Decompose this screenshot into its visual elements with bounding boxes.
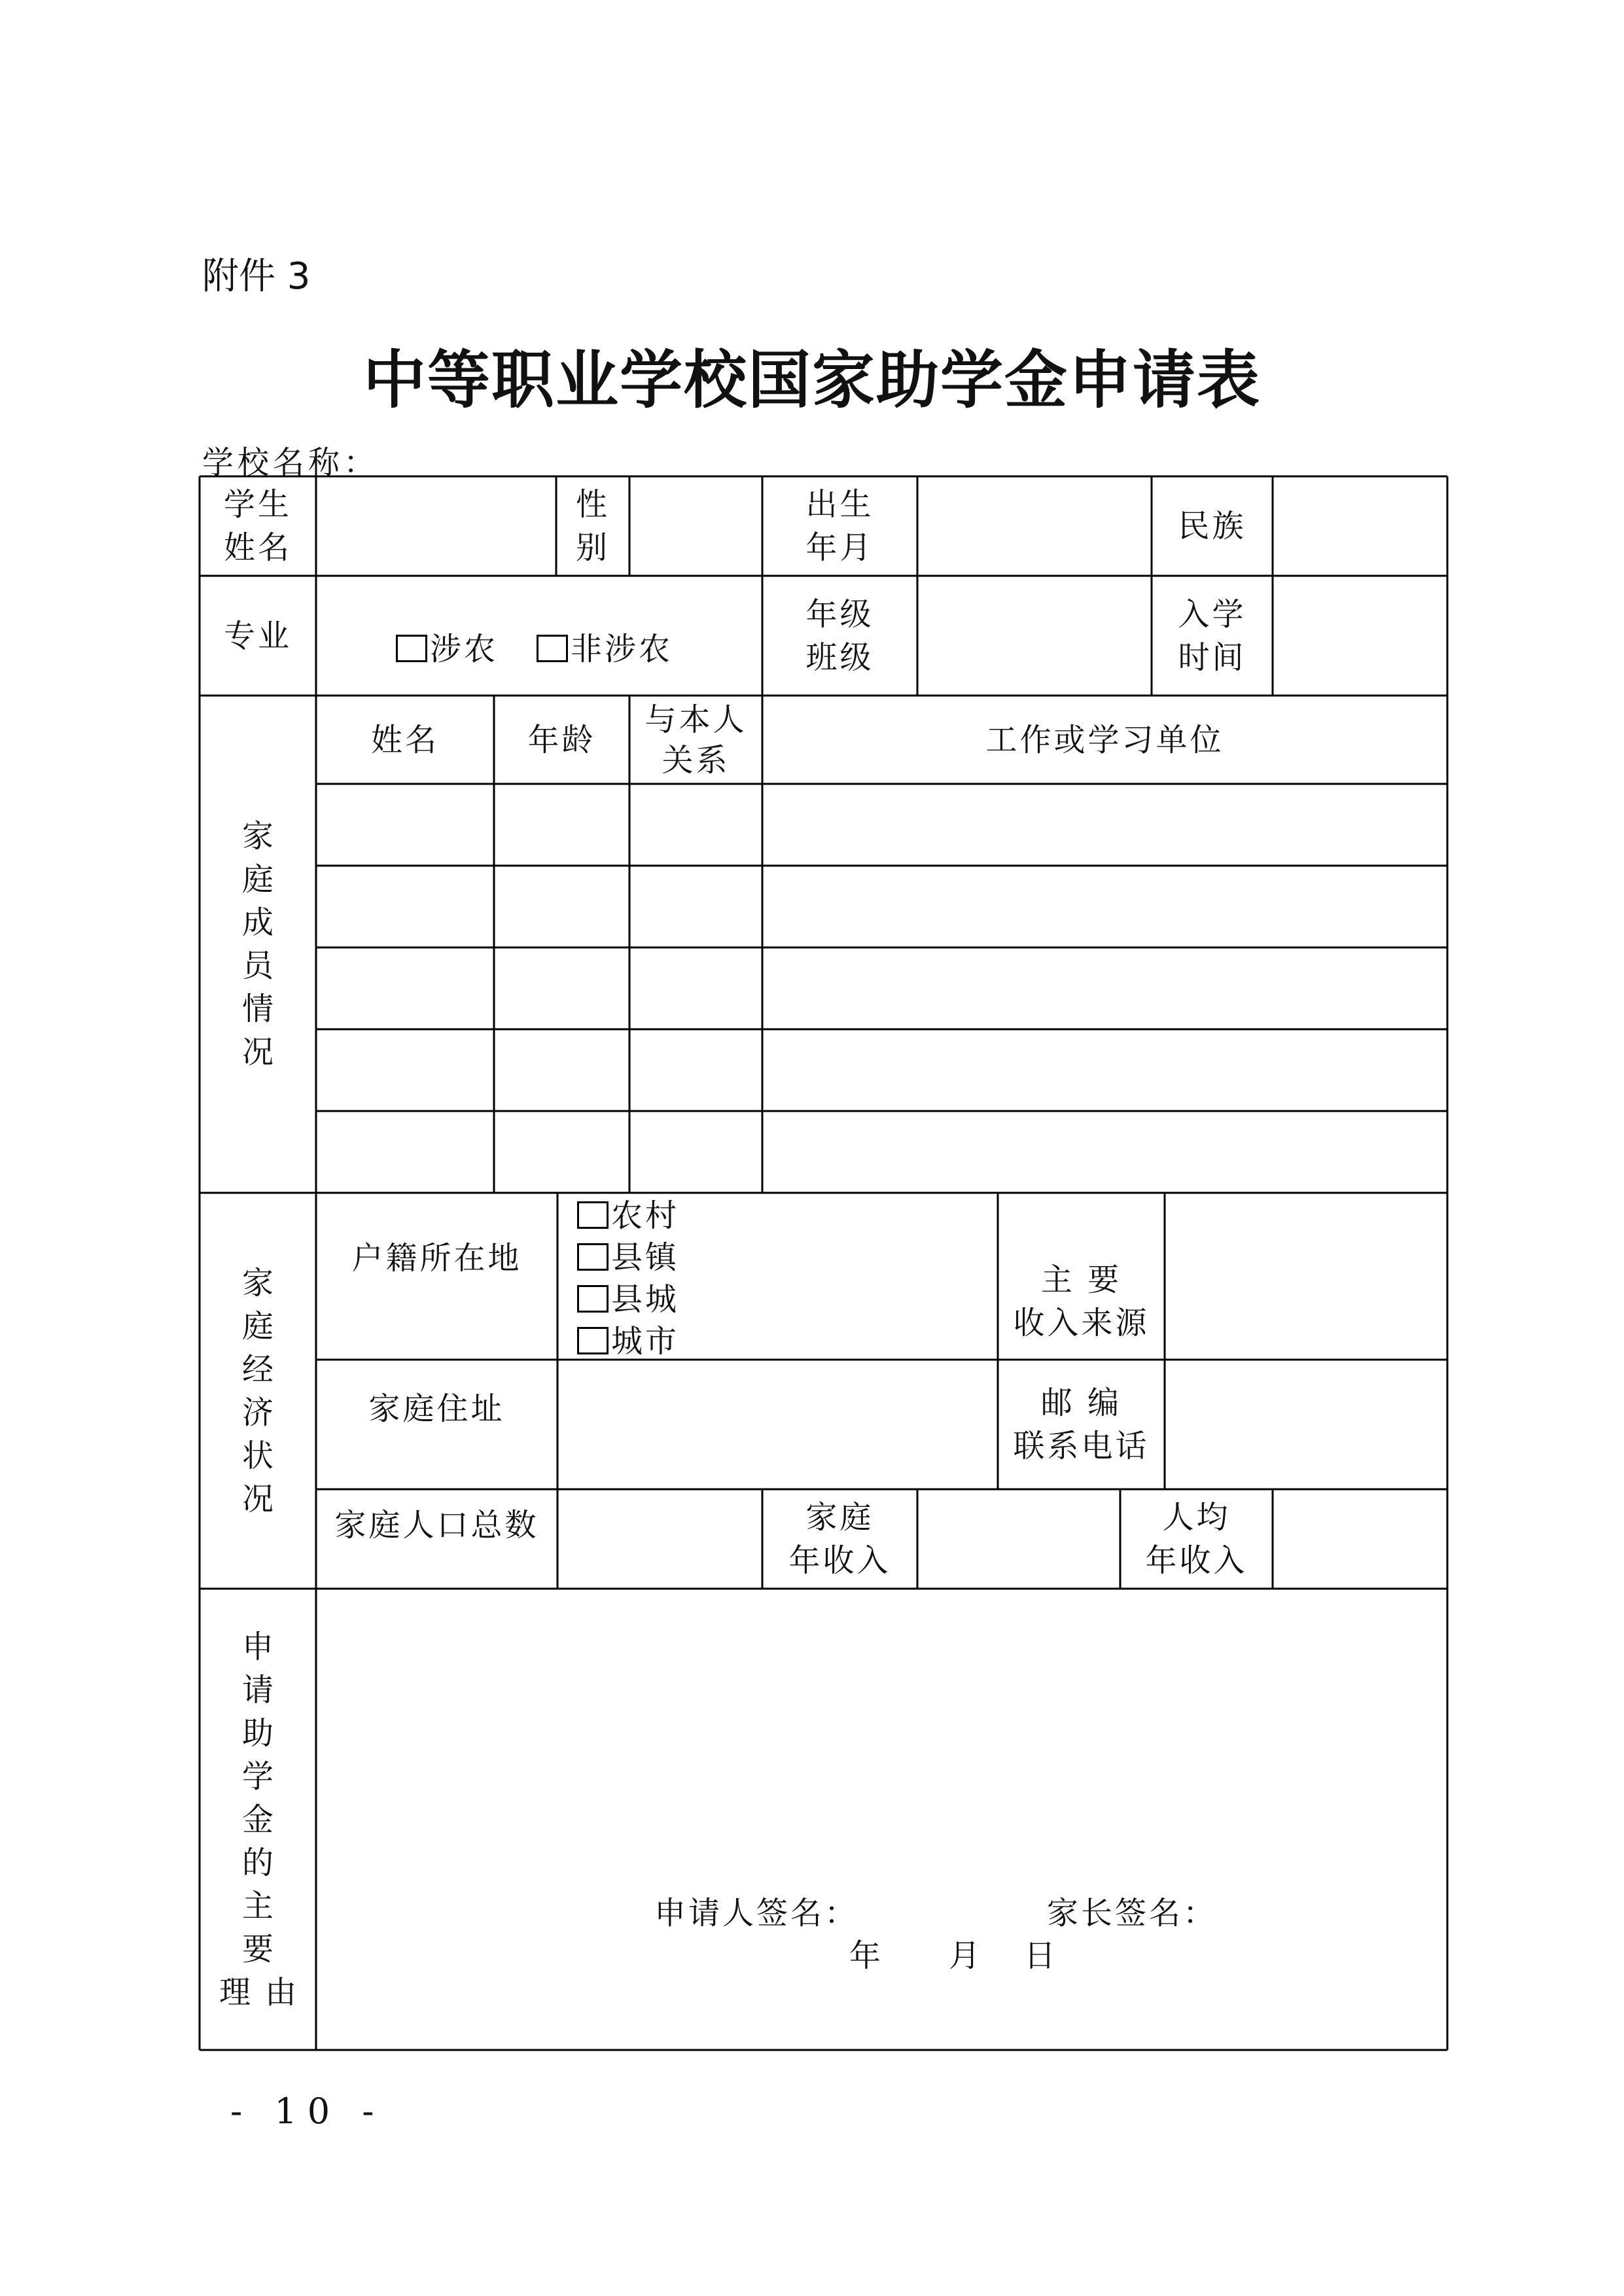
home-address-label: 家庭住址 [368,1390,505,1427]
date-month-label: 月 [949,1937,983,1974]
attachment-label: 附件 3 [202,255,311,298]
member-work-unit-header: 工作或学习单位 [985,721,1224,758]
hukou-options [577,1195,679,1362]
checkbox-icon[interactable] [577,1327,609,1354]
student-name-field[interactable] [316,476,556,576]
household-size-label: 家庭人口总数 [334,1507,539,1544]
income-source-field[interactable] [1165,1193,1447,1360]
gender-field[interactable] [629,476,762,576]
major-label: 专业 [223,617,292,654]
parent-signature-label: 家长签名： [1047,1895,1218,1932]
application-reason-field[interactable] [316,1589,1447,1877]
gender-label: 性 别 [575,486,610,566]
postal-phone-label: 邮 编 联系电话 [1013,1385,1150,1464]
enroll-date-label: 入学 时间 [1178,595,1246,676]
home-address-field[interactable] [557,1360,998,1489]
member-age-header: 年龄 [527,721,596,758]
annual-income-field[interactable] [917,1489,1120,1589]
income-source-label: 主 要 收入来源 [1013,1262,1150,1341]
checkbox-icon[interactable] [577,1243,609,1271]
grade-class-label: 年级 班级 [805,595,874,676]
per-capita-income-label: 人均 年收入 [1145,1499,1248,1579]
checkbox-icon[interactable] [577,1201,609,1229]
school-name-label: 学校名称： [202,444,380,481]
student-name-label: 学生 姓名 [223,486,292,566]
annual-income-label: 家庭 年收入 [788,1499,891,1579]
enroll-date-field[interactable] [1273,576,1447,696]
checkbox-icon[interactable] [577,1285,609,1313]
page-number: - 10 - [230,2091,385,2132]
date-year-label: 年 [849,1937,884,1974]
family-economy-section-label: 家 庭 经 济 状 况 [241,1264,288,1517]
checkbox-icon[interactable] [396,635,427,662]
application-reason-label: 申 请 助 学 金 的 主 要 理由 [219,1628,311,2011]
member-name-header: 姓名 [370,721,439,758]
applicant-signature-label: 申请人签名： [654,1895,859,1932]
birth-date-field[interactable] [917,476,1152,576]
checkbox-icon[interactable] [537,635,568,662]
per-capita-income-field[interactable] [1273,1489,1447,1589]
form-title: 中等职业学校国家助学金申请表 [363,344,1261,417]
hukou-option-rural[interactable]: 农村 [577,1195,679,1237]
household-size-field[interactable] [557,1489,762,1589]
postal-phone-field[interactable] [1165,1360,1447,1489]
hukou-option-city[interactable]: 城市 [577,1320,679,1362]
grade-class-field[interactable] [917,576,1152,696]
family-members-section-label: 家 庭 成 员 情 况 [241,818,288,1070]
non-agri-option[interactable]: 非涉农 [537,628,673,670]
hukou-label: 户籍所在地 [351,1240,522,1277]
agri-option[interactable]: 涉农 [396,628,498,670]
hukou-option-county[interactable]: 县城 [577,1279,679,1320]
ethnicity-field[interactable] [1273,476,1447,576]
date-day-label: 日 [1024,1937,1059,1974]
ethnicity-label: 民族 [1178,508,1246,544]
hukou-option-town[interactable]: 县镇 [577,1237,679,1279]
birth-date-label: 出生 年月 [805,486,874,566]
member-relation-header: 与本人 关系 [644,701,747,779]
